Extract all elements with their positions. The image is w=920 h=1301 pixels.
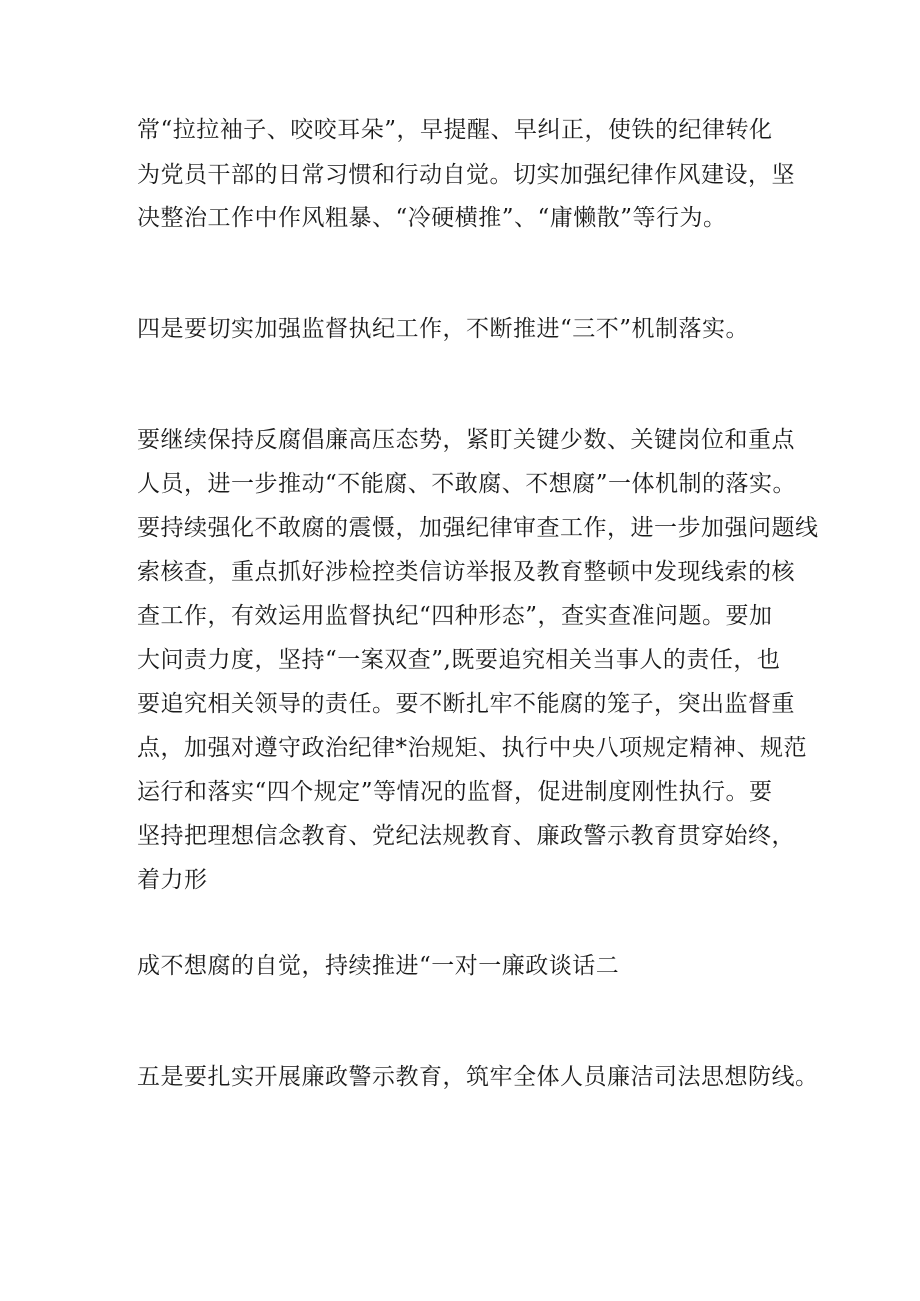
paragraph-line: 查工作，有效运用监督执纪“四种形态”，查实查准问题。要加 — [137, 603, 773, 629]
paragraph-line: 点，加强对遵守政治纪律*治规矩、执行中央八项规定精神、规范 — [137, 735, 807, 761]
paragraph-line: 要追究相关领导的责任。要不断扎牢不能腐的笼子，突出监督重 — [137, 691, 795, 717]
paragraph-line: 常“拉拉袖子、咬咬耳朵”，早提醒、早纠正，使铁的纪律转化 — [137, 117, 773, 143]
paragraph-line: 运行和落实“四个规定”等情况的监督，促进制度刚性执行。要 — [137, 779, 773, 805]
paragraph-line: 大问责力度，坚持“一案双查”,既要追究相关当事人的责任，也 — [137, 647, 781, 673]
paragraph-line: 成不想腐的自觉，持续推进“一对一廉政谈话二 — [137, 953, 620, 979]
paragraph-line: 着力形 — [137, 867, 208, 893]
section-heading: 五是要扎实开展廉政警示教育，筑牢全体人员廉洁司法思想防线。 — [137, 1064, 819, 1090]
paragraph-line: 人员，进一步推动“不能腐、不敢腐、不想腐”一体机制的落实。 — [137, 471, 797, 497]
paragraph-line: 索核查，重点抓好涉检控类信访举报及教育整顿中发现线索的核 — [137, 559, 795, 585]
section-heading: 四是要切实加强监督执纪工作，不断推进“三不”机制落实。 — [137, 316, 750, 342]
paragraph-line: 为党员干部的日常习惯和行动自觉。切实加强纪律作风建设，坚 — [137, 162, 795, 188]
paragraph-line: 要继续保持反腐倡廉高压态势，紧盯关键少数、关键岗位和重点 — [137, 427, 795, 453]
paragraph-line: 要持续强化不敢腐的震慑，加强纪律审查工作，进一步加强问题线 — [137, 515, 819, 541]
paragraph-line: 决整治工作中作风粗暴、“冷硬横推”、“庸懒散”等行为。 — [137, 205, 727, 231]
paragraph-line: 坚持把理想信念教育、党纪法规教育、廉政警示教育贯穿始终， — [137, 823, 795, 849]
